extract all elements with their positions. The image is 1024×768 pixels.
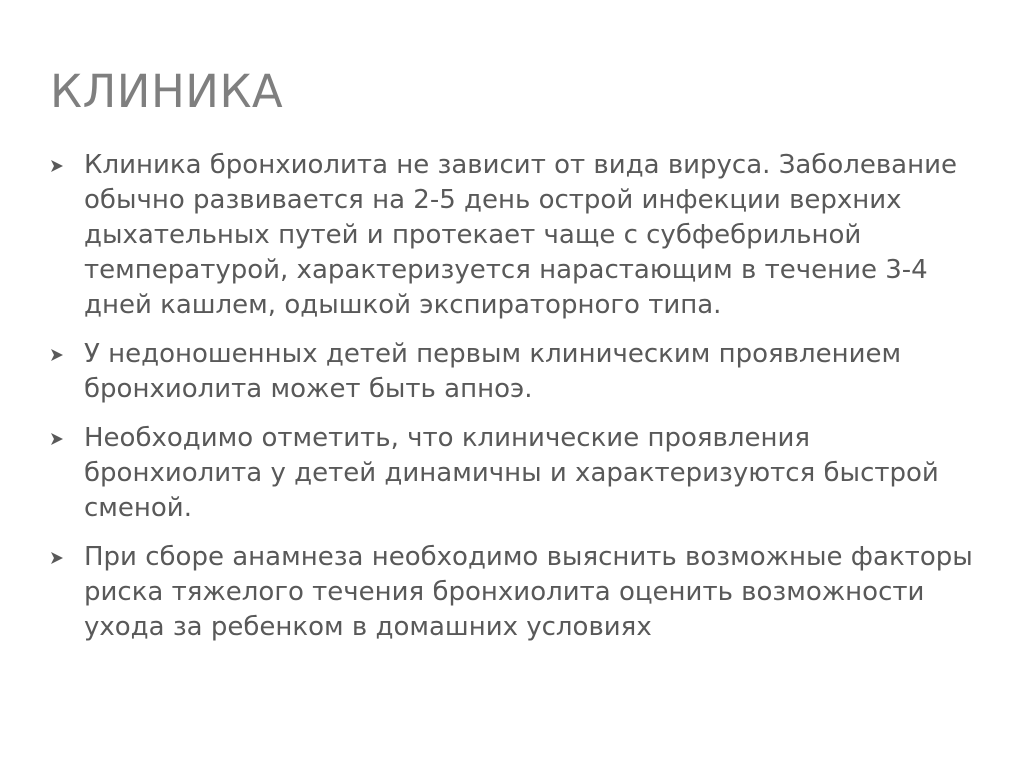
bullet-list [50,148,990,659]
bullet-text: При сборе анамнеза необходимо выяснить возможные факторы риска тяжелого течения бронхиолита оценить возможности ухода за ребенком в домашних условиях [84,542,973,642]
bullet-item [50,337,990,407]
bullet-item [50,148,990,323]
arrowhead-bullet-icon [50,421,66,456]
bullet-text: Клиника бронхиолита не зависит от вида вируса. Заболевание обычно развивается на 2-5 день острой инфекции верхних дыхательных путей и протекает чаще с субфебрильной температурой, характеризуется нарастающим в течение 3-4 дней кашлем, одышкой экспираторного типа. [84,150,957,320]
arrowhead-bullet-icon [50,148,66,183]
bullet-text: У недоношенных детей первым клиническим проявлением бронхиолита может быть апноэ. [84,339,902,404]
bullet-text: Необходимо отметить, что клинические проявления бронхиолита у детей динамичны и характеризуются быстрой сменой. [84,423,939,523]
bullet-item [50,540,990,645]
arrowhead-bullet-icon [50,337,66,372]
arrowhead-bullet-icon [50,540,66,575]
slide-title: КЛИНИКА [50,65,284,118]
bullet-item [50,421,990,526]
